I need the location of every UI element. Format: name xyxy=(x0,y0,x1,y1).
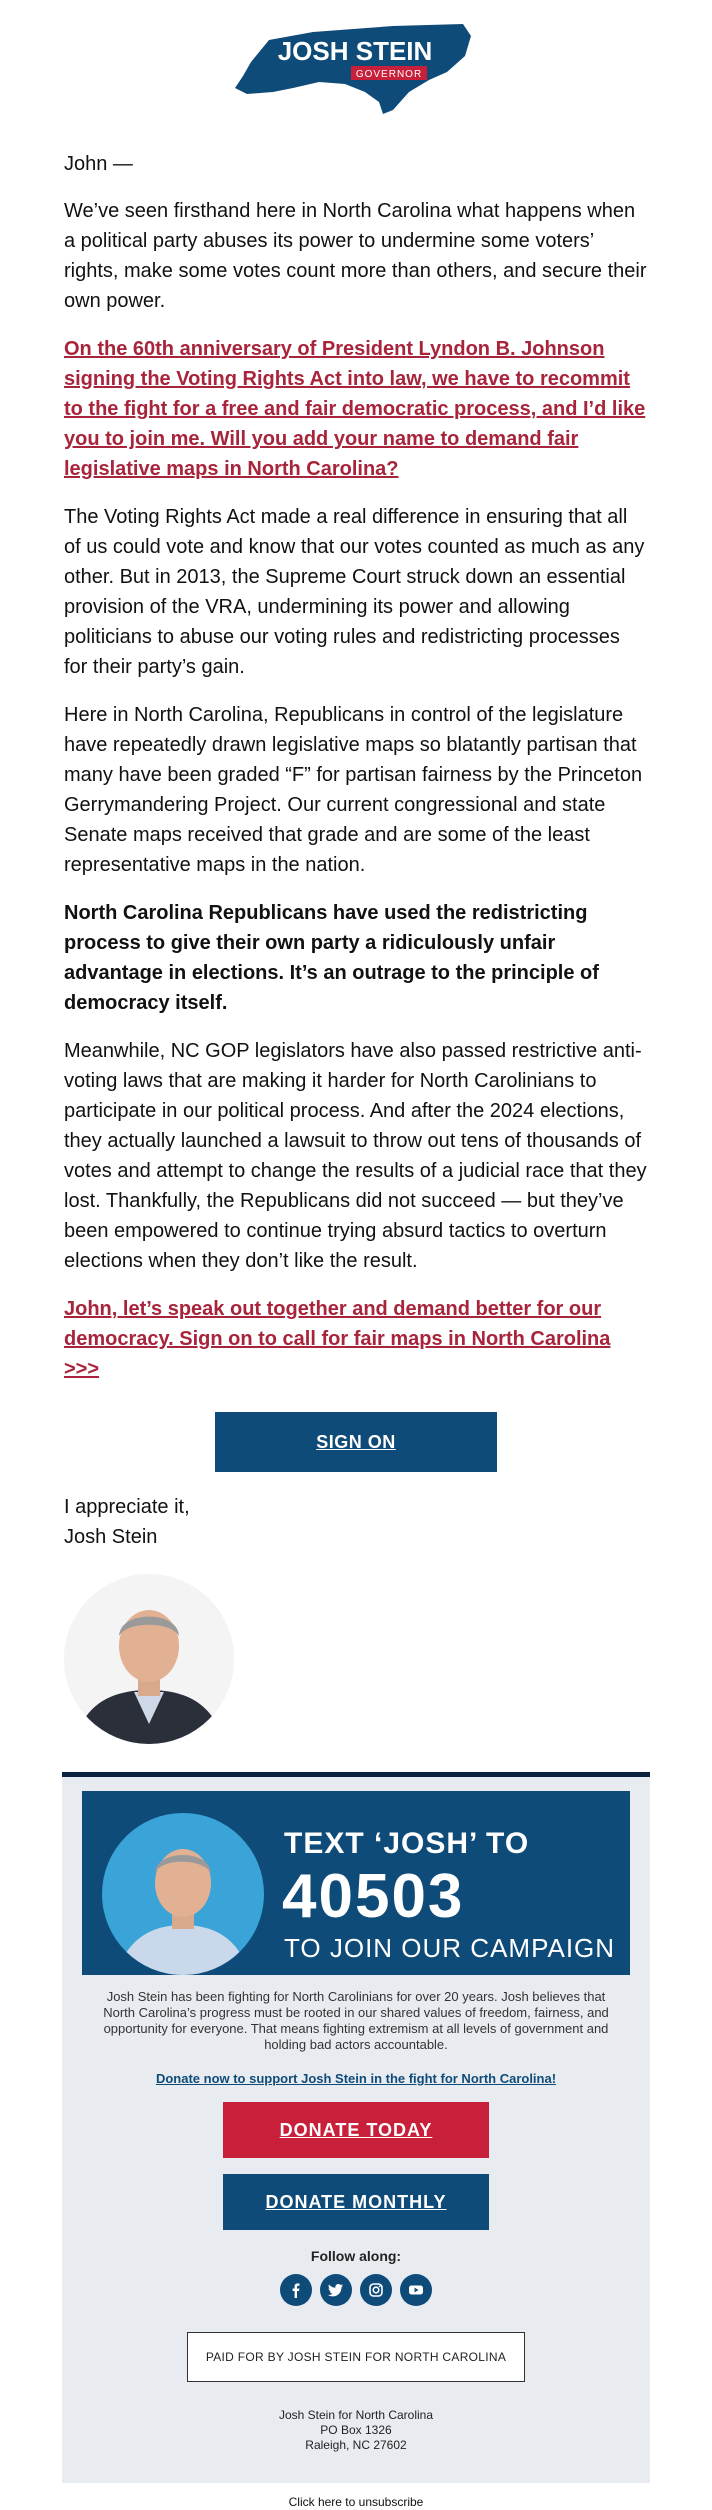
logo-name: JOSH STEIN xyxy=(277,36,433,66)
sign-on-button[interactable]: SIGN ON xyxy=(215,1412,497,1472)
paragraph-1: We’ve seen firsthand here in North Carolina what happens when a political party abuses its power to undermine some voters’ rights, make some votes count more than others, and secure their own power. xyxy=(64,200,647,312)
petition-link-secondary[interactable]: John, let’s speak out together and demand better for our democracy. Sign on to call for fair maps in North Carolina >>> xyxy=(64,1298,611,1380)
address-line-2: PO Box 1326 xyxy=(320,2423,392,2437)
email-page xyxy=(0,22,712,2509)
josh-stein-headshot xyxy=(64,1574,234,1744)
follow-label: Follow along: xyxy=(310,2248,402,2264)
paragraph-3: Here in North Carolina, Republicans in control of the legislature have repeatedly drawn legislative maps so blatantly partisan that many have been graded “F” for partisan fairness by the Princeton Gerrymandering Project. Our current congressional and state Senate maps received that grade and are some of the least representative maps in the nation. xyxy=(64,704,643,876)
paragraph-4-bold: North Carolina Republicans have used the redistricting process to give their own party a ridiculously unfair advantage in elections. It’s an outrage to the principle of democracy itself. xyxy=(64,902,599,1014)
banner-line-1: TEXT ‘JOSH’ TO xyxy=(284,1827,530,1860)
banner-line-3: TO JOIN OUR CAMPAIGN xyxy=(284,1933,616,1963)
social-links xyxy=(82,2274,630,2306)
signature: Josh Stein xyxy=(64,1526,158,1548)
banner-number: 40503 xyxy=(282,1862,465,1931)
donate-today-button[interactable]: DONATE TODAY xyxy=(223,2102,489,2158)
text-josh-banner[interactable] xyxy=(82,1791,630,1975)
twitter-icon[interactable] xyxy=(320,2274,352,2306)
email-body xyxy=(0,150,712,1744)
petition-link-primary[interactable]: On the 60th anniversary of President Lyndon B. Johnson signing the Voting Rights Act into law, we have to recommit to the fight for a free and fair democratic process, and I’d like you to join me. Will you add your name to demand fair legislative maps in North Carolina? xyxy=(64,338,646,480)
logo-subtitle: GOVERNOR xyxy=(355,69,423,80)
closing-line: I appreciate it, xyxy=(64,1496,190,1518)
paragraph-5: Meanwhile, NC GOP legislators have also passed restrictive anti-voting laws that are making it harder for North Carolinians to participate in our political process. And after the 2024 elections, they actually launched a lawsuit to throw out tens of thousands of votes and attempt to change the results of a judicial race that they lost. Thankfully, the Republicans did not succeed — but they’ve been empowered to continue trying absurd tactics to overturn elections when they don’t like the result. xyxy=(64,1040,647,1272)
about-text: Josh Stein has been fighting for North Carolinians for over 20 years. Josh believes that North Carolina’s progress must be rooted in our shared values of freedom, fairness, and opportunity for everyone. That means fighting extremism at all levels of government and holding bad actors accountable. xyxy=(103,1989,609,2052)
facebook-icon[interactable] xyxy=(280,2274,312,2306)
donate-link[interactable]: Donate now to support Josh Stein in the fight for North Carolina! xyxy=(155,2071,557,2086)
greeting: John — xyxy=(64,153,133,175)
youtube-icon[interactable] xyxy=(400,2274,432,2306)
instagram-icon[interactable] xyxy=(360,2274,392,2306)
unsubscribe-link[interactable]: Click here to unsubscribe xyxy=(288,2495,424,2509)
email-footer xyxy=(62,1772,650,2483)
address-line-1: Josh Stein for North Carolina xyxy=(278,2408,434,2422)
donate-monthly-button[interactable]: DONATE MONTHLY xyxy=(223,2174,489,2230)
mailing-address xyxy=(82,2408,630,2453)
paragraph-2: The Voting Rights Act made a real difference in ensuring that all of us could vote and know that our votes counted as much as any other. But in 2013, the Supreme Court struck down an essential provision of the VRA, undermining its power and allowing politicians to abuse our voting rules and redistricting processes for their party’s gain. xyxy=(64,506,645,678)
paid-for-disclaimer: PAID FOR BY JOSH STEIN FOR NORTH CAROLINA xyxy=(187,2332,525,2382)
josh-stein-logo[interactable] xyxy=(233,22,479,116)
address-line-3: Raleigh, NC 27602 xyxy=(305,2438,407,2452)
banner-photo xyxy=(102,1813,264,1975)
